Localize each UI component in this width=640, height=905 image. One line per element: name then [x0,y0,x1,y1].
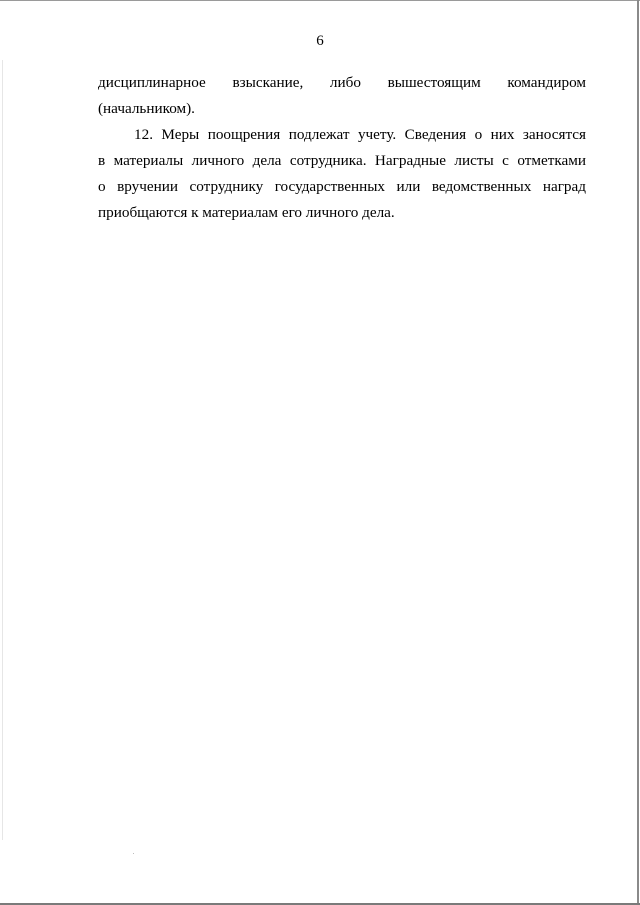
text-line-4: в материалы личного дела сотрудника. Наградные листы с отметками [98,152,586,169]
text-line-6: приобщаются к материалам его личного дела. [98,204,395,221]
scan-speck [133,853,134,854]
page-top-border [0,0,640,1]
text-line-5: о вручении сотруднику государственных или ведомственных наград [98,178,586,195]
page-number: 6 [316,33,324,49]
page-right-border [637,0,639,905]
document-body [98,70,586,226]
text-line-2: (начальником). [98,100,195,117]
text-line-1: дисциплинарное взыскание, либо вышестоящим командиром [98,74,586,91]
text-line-3: 12. Меры поощрения подлежат учету. Сведения о них заносятся [134,126,586,143]
scan-edge [2,60,3,840]
